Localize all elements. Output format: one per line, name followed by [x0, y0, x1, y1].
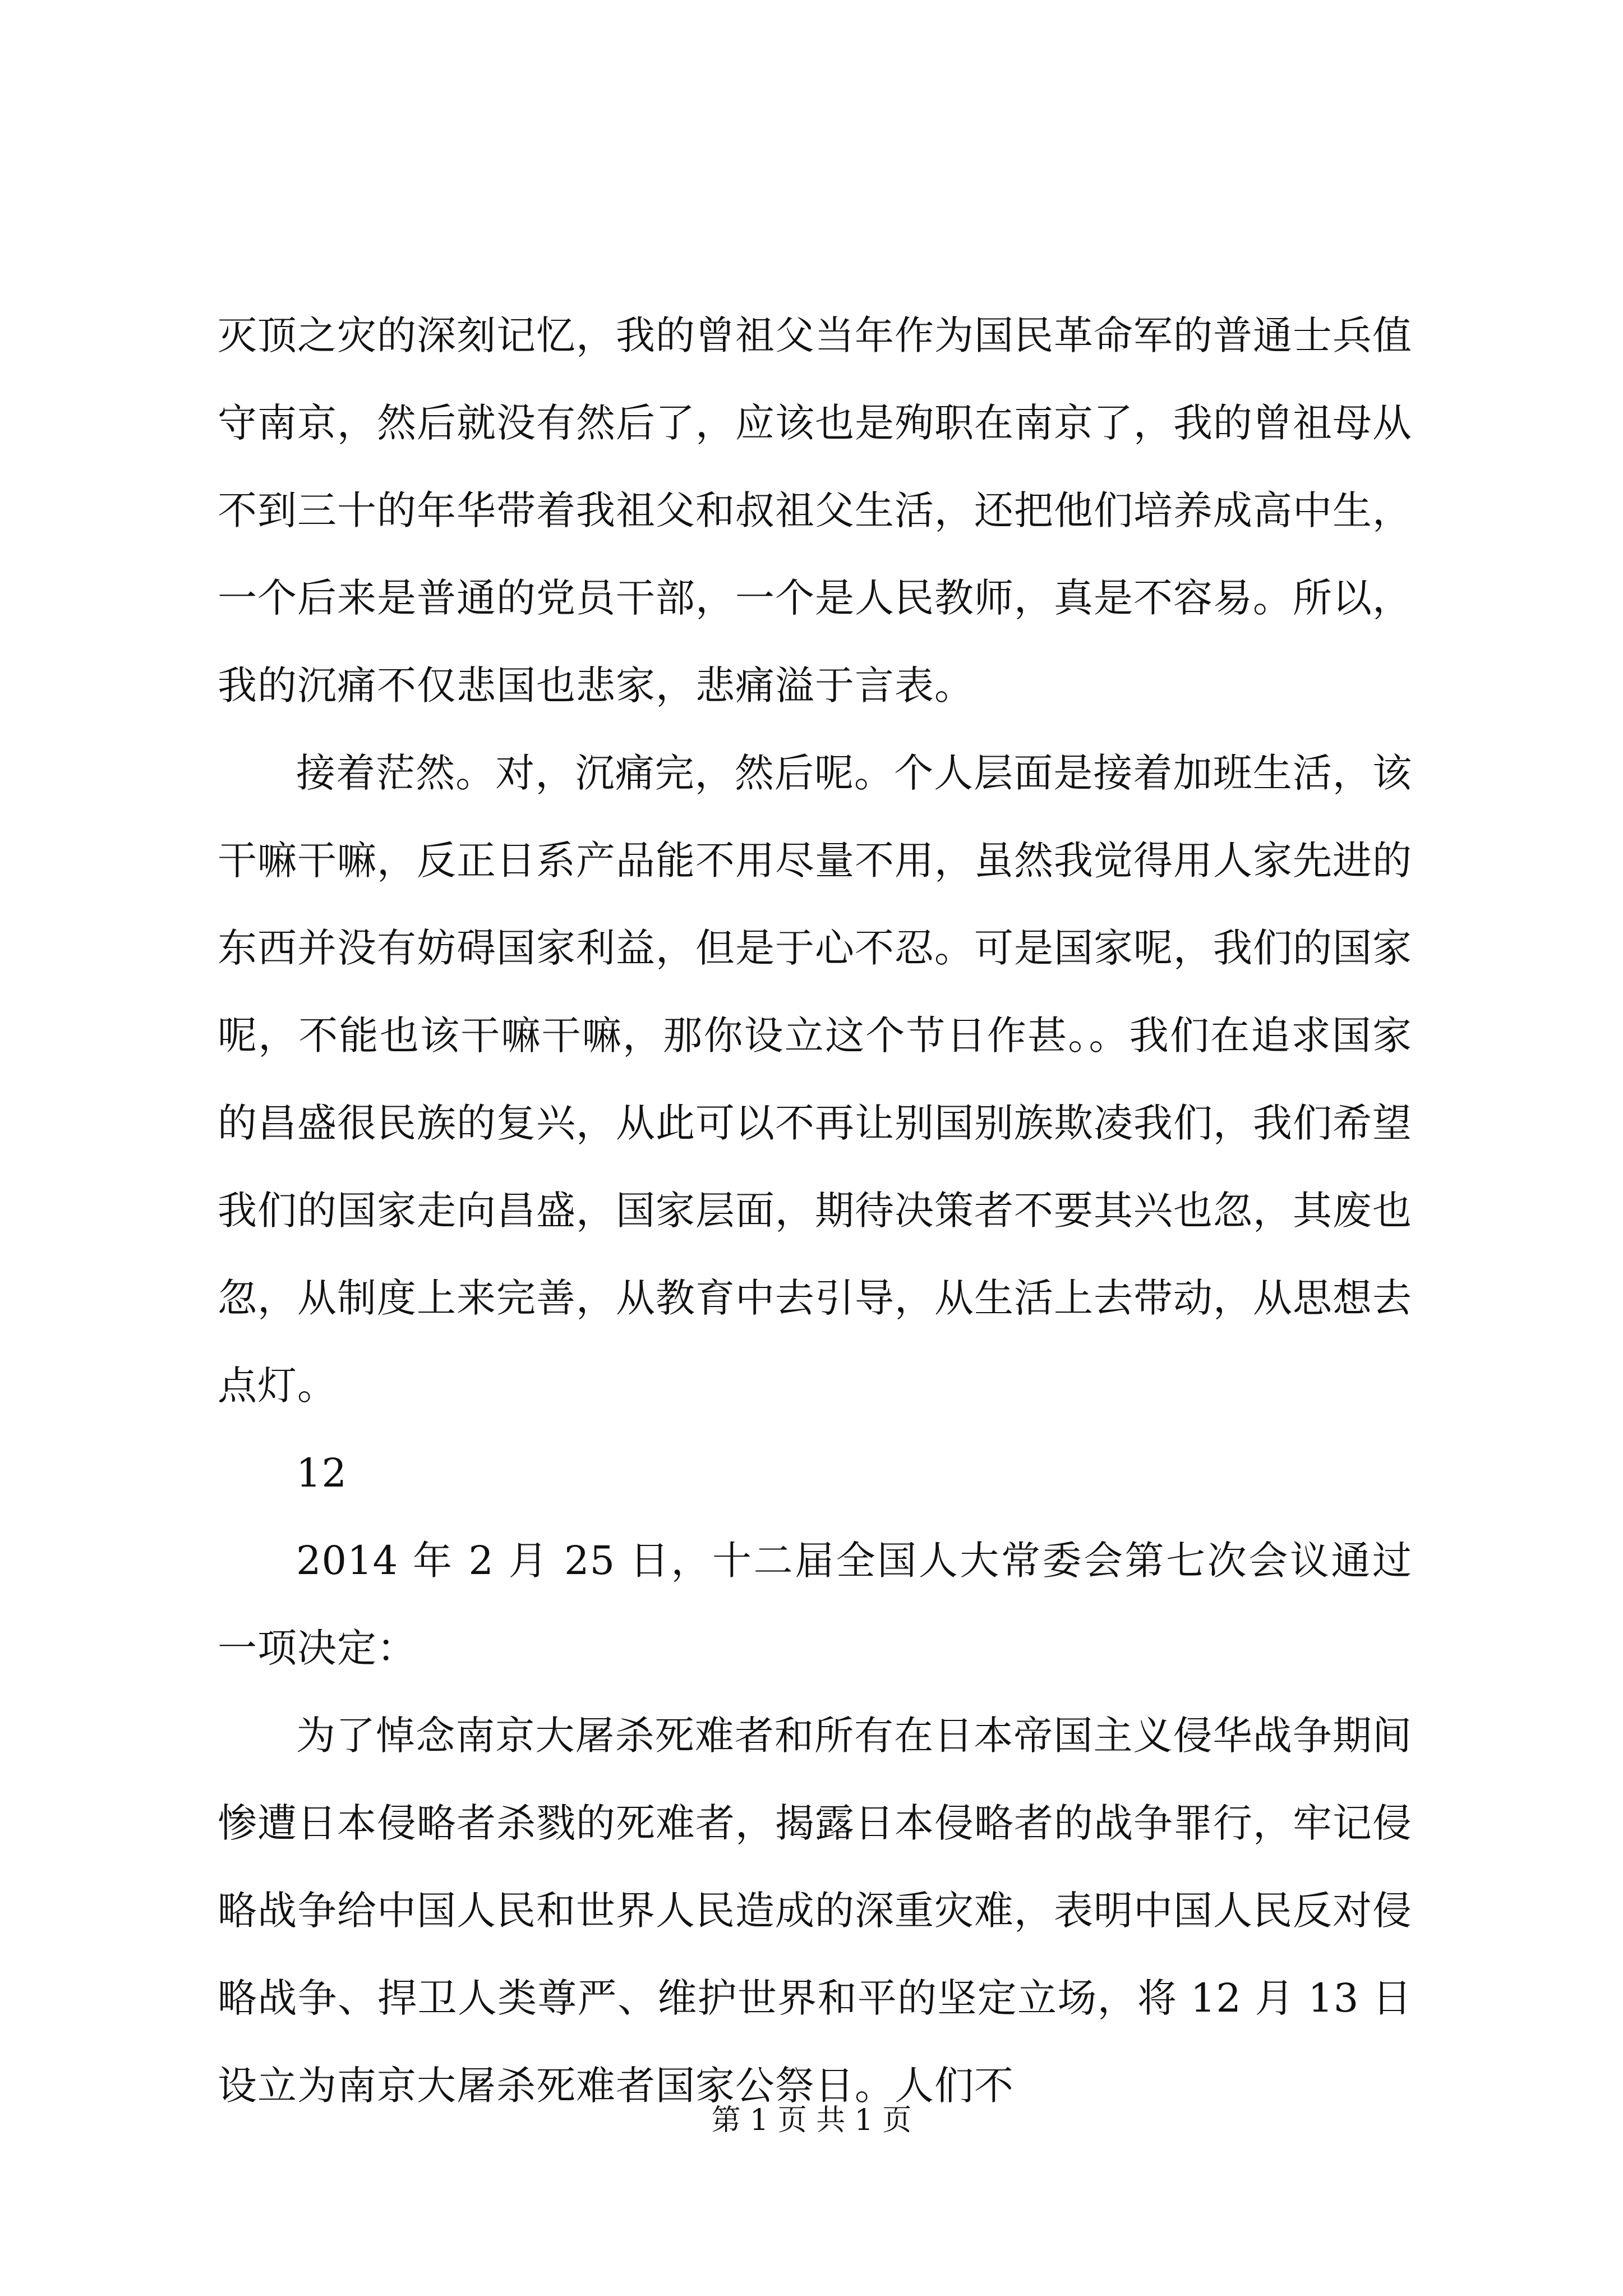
- paragraph-3: 12: [296, 1450, 348, 1496]
- paragraph-2: 接着茫然。对，沉痛完，然后呢。个人层面是接着加班生活，该干嘛干嘛，反正日系产品能不用尽量不用，虽然我觉得用人家先进的东西并没有妨碍国家利益，但是于心不忍。可是国家呢，我们的国家呢，不能也该干嘛干嘛，那你设立这个节日作甚。。我们在追求国家的昌盛很民族的复兴，从此可以不再让别国别族欺凌我们，我们希望我们的国家走向昌盛，国家层面，期待决策者不要其兴也忽，其废也忽，从制度上来完善，从教育中去引导，从生活上去带动，从思想去点灯。: [218, 750, 1412, 1409]
- document-body: [218, 292, 1412, 2129]
- paragraph-1: 灭顶之灾的深刻记忆，我的曾祖父当年作为国民革命军的普通士兵值守南京，然后就没有然后了，应该也是殉职在南京了，我的曾祖母从不到三十的年华带着我祖父和叔祖父生活，还把他们培养成高中生，一个后来是普通的党员干部，一个是人民教师，真是不容易。所以，我的沉痛不仅悲国也悲家，悲痛溢于言表。: [218, 312, 1412, 708]
- paragraph-5: 为了悼念南京大屠杀死难者和所有在日本帝国主义侵华战争期间惨遭日本侵略者杀戮的死难者，揭露日本侵略者的战争罪行，牢记侵略战争给中国人民和世界人民造成的深重灾难，表明中国人民反对侵略战争、捍卫人类尊严、维护世界和平的坚定立场，将 12 月 13 日设立为南京大屠杀死难者国家公祭日。人们不: [218, 1713, 1412, 2109]
- page-footer: 第 1 页 共 1 页: [711, 2104, 912, 2137]
- paragraph-4: 2014 年 2 月 25 日，十二届全国人大常委会第七次会议通过一项决定：: [218, 1538, 1412, 1671]
